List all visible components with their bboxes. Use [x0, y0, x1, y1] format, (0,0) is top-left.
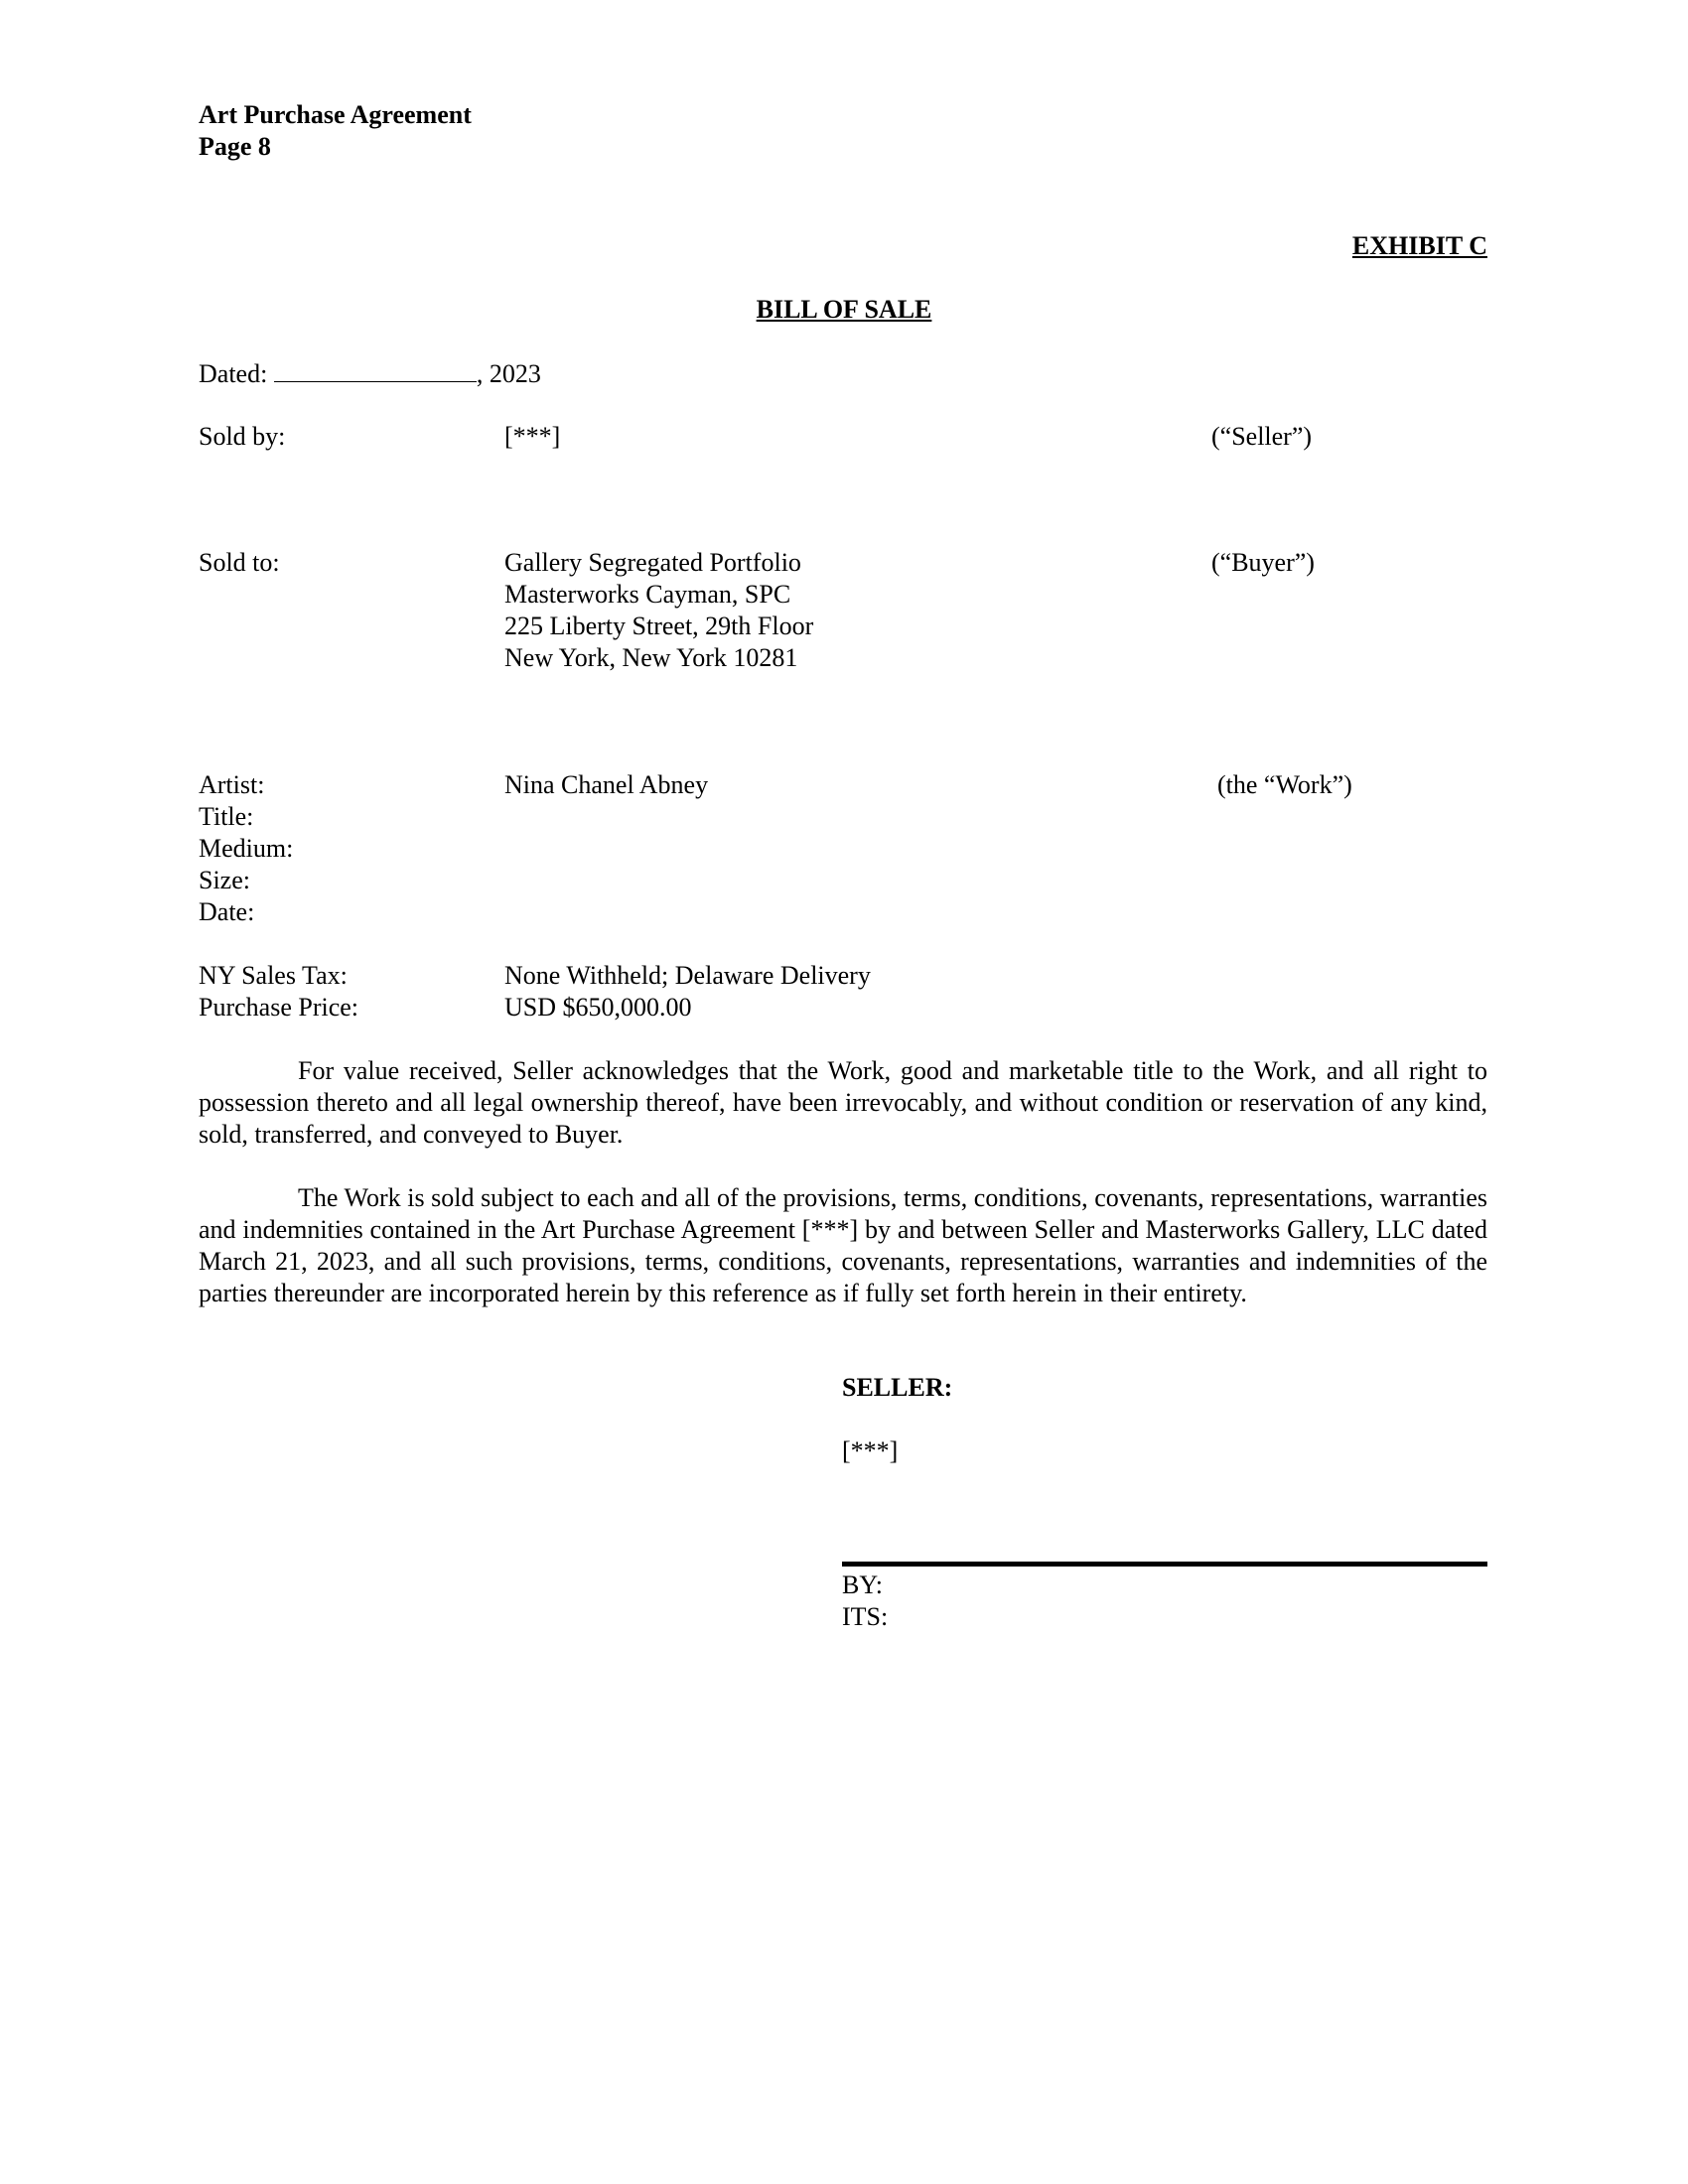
work-labels: [199, 769, 293, 928]
sold-by-label: Sold by:: [199, 422, 286, 451]
tax-price-labels: [199, 960, 358, 1024]
document-title: BILL OF SALE: [756, 295, 932, 324]
buyer-address-line: New York, New York 10281: [504, 643, 798, 672]
signature-by-label: BY:: [842, 1570, 883, 1599]
seller-signature-name: [***]: [842, 1436, 899, 1465]
running-header-title: Art Purchase Agreement: [199, 100, 472, 129]
purchase-price-value: USD $650,000.00: [504, 993, 692, 1022]
title-label: Title:: [199, 802, 254, 831]
sales-tax-value: None Withheld; Delaware Delivery: [504, 961, 871, 990]
dated-line: [199, 357, 541, 390]
sold-by-value: [***]: [504, 422, 561, 451]
seller-role: (“Seller”): [1211, 422, 1313, 451]
medium-label: Medium:: [199, 834, 294, 863]
running-header-page: Page 8: [199, 132, 271, 161]
exhibit-label: EXHIBIT C: [1351, 231, 1487, 260]
buyer-address: [504, 547, 813, 674]
paragraph-conveyance: For value received, Seller acknowledges that the Work, good and marketable title to the Work, and all right to possession thereto and all legal ownership thereof, have been irrevocably, and without condition or reservation of any kind, sold, transferred, and conveyed to Buyer.: [199, 1056, 1487, 1149]
size-label: Size:: [199, 866, 250, 894]
work-role: (the “Work”): [1217, 770, 1352, 799]
buyer-role: (“Buyer”): [1211, 548, 1315, 577]
seller-signature-heading: SELLER:: [842, 1373, 953, 1402]
artist-value: Nina Chanel Abney: [504, 770, 709, 799]
artist-label: Artist:: [199, 770, 265, 799]
buyer-address-line: Masterworks Cayman, SPC: [504, 580, 791, 609]
date-label: Date:: [199, 897, 255, 926]
dated-label: Dated:: [199, 359, 268, 388]
buyer-address-line: Gallery Segregated Portfolio: [504, 548, 801, 577]
sales-tax-label: NY Sales Tax:: [199, 961, 348, 990]
purchase-price-label: Purchase Price:: [199, 993, 359, 1022]
dated-year: , 2023: [476, 359, 541, 388]
buyer-address-line: 225 Liberty Street, 29th Floor: [504, 612, 814, 640]
paragraph-subject-to: The Work is sold subject to each and all of the provisions, terms, conditions, covenants, representations, warranties and indemnities contained in the Art Purchase Agreement [***] by and between Seller and Masterworks Gallery, LLC dated March 21, 2023, and all such provisions, terms, conditions, covenants, representations, warranties and indemnities of the parties thereunder are incorporated herein by this reference as if fully set forth herein in their entirety.: [199, 1183, 1487, 1307]
signature-line: [842, 1562, 1487, 1567]
signature-its-label: ITS:: [842, 1602, 889, 1631]
sold-to-label: Sold to:: [199, 548, 280, 577]
tax-price-values: [504, 960, 871, 1024]
date-blank: [274, 357, 477, 382]
